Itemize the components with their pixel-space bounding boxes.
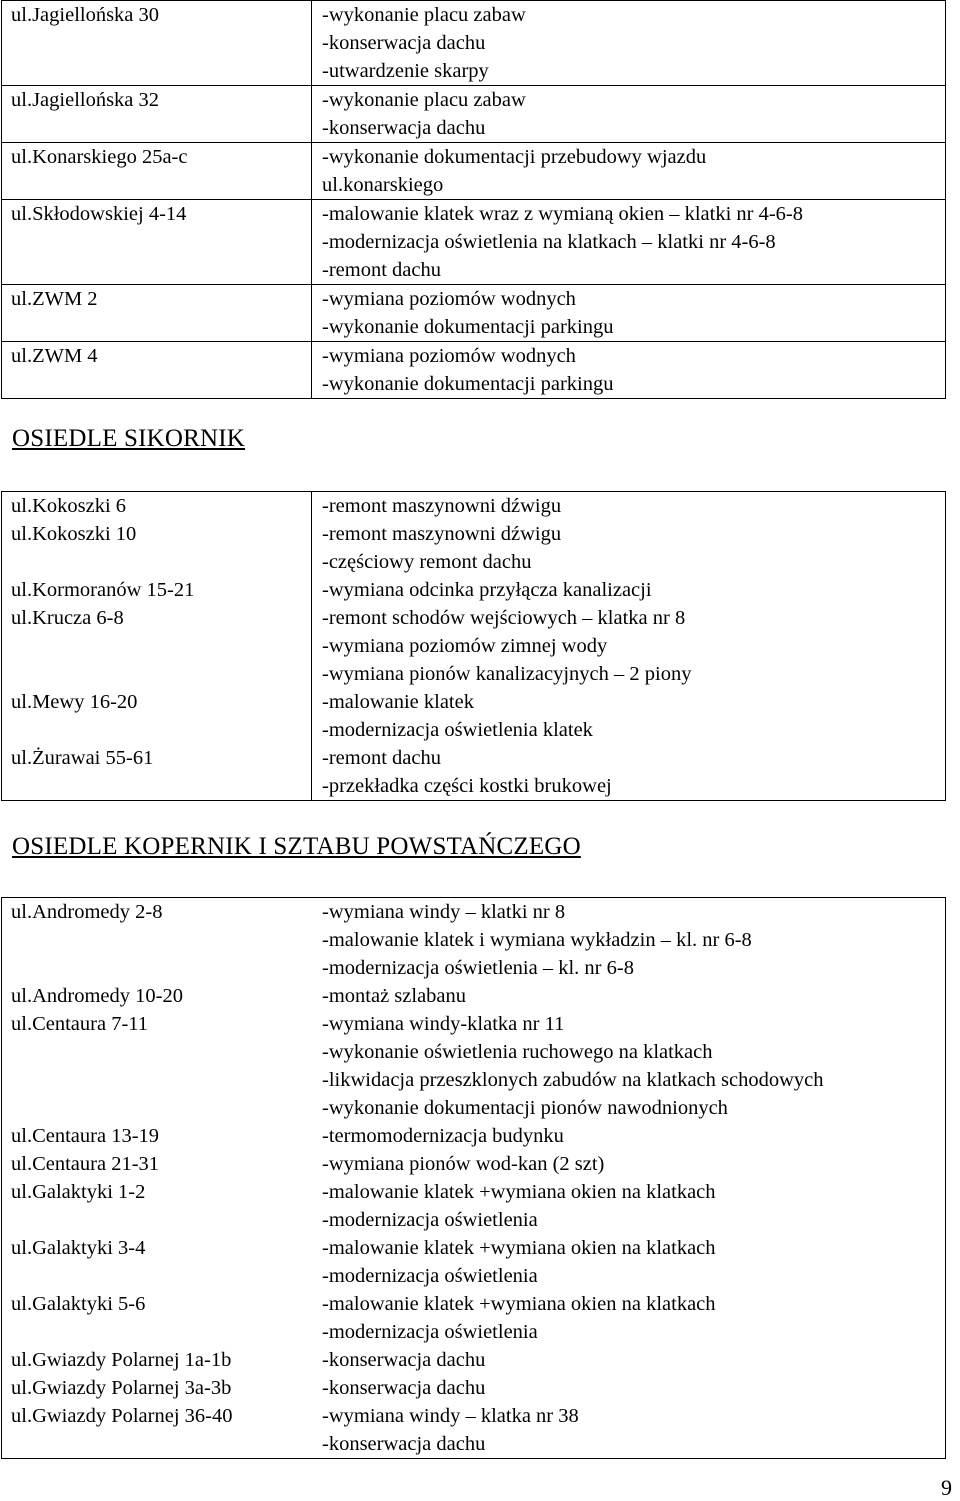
work-item: -modernizacja oświetlenia <box>322 1321 538 1343</box>
table-row <box>2 604 945 688</box>
street-cell <box>2 1346 312 1374</box>
street-name: ul.Gwiazdy Polarnej 3a-3b <box>11 1377 232 1399</box>
table-row <box>2 744 945 800</box>
table-row <box>2 284 945 341</box>
work-item: -wymiana odcinka przyłącza kanalizacji <box>322 579 652 601</box>
street-name: ul.Galaktyki 3-4 <box>11 1237 146 1259</box>
work-item: -remont dachu <box>322 747 441 769</box>
works-cell <box>312 86 945 142</box>
work-item: -wymiana poziomów wodnych <box>322 345 576 367</box>
street-name: ul.Jagiellońska 32 <box>11 89 160 111</box>
table-row <box>2 492 945 520</box>
table-row <box>2 199 945 284</box>
table-row <box>2 898 945 982</box>
street-cell <box>2 1150 312 1178</box>
works-cell <box>312 1150 945 1178</box>
works-cell <box>312 200 945 284</box>
table-row <box>2 142 945 199</box>
street-cell <box>2 492 312 520</box>
works-cell <box>312 1010 945 1122</box>
works-cell <box>312 1178 945 1234</box>
work-item: -modernizacja oświetlenia na klatkach – klatki nr 4-6-8 <box>322 231 776 253</box>
work-item: -wymiana poziomów zimnej wody <box>322 635 608 657</box>
works-cell <box>312 1346 945 1374</box>
work-item: -remont maszynowni dźwigu <box>322 523 562 545</box>
street-name: ul.Centaura 21-31 <box>11 1153 160 1175</box>
heading-sikornik: OSIEDLE SIKORNIK <box>12 425 246 452</box>
table-row <box>2 1234 945 1290</box>
work-item: -malowanie klatek wraz z wymianą okien – klatki nr 4-6-8 <box>322 203 804 225</box>
street-cell <box>2 342 312 398</box>
street-cell <box>2 1290 312 1346</box>
work-item: -remont schodów wejściowych – klatka nr 8 <box>322 607 686 629</box>
table-row <box>2 1374 945 1402</box>
table-row <box>2 688 945 744</box>
work-item: -malowanie klatek i wymiana wykładzin – kl. nr 6-8 <box>322 929 752 951</box>
street-cell <box>2 1402 312 1458</box>
work-item: -konserwacja dachu <box>322 1349 486 1371</box>
work-item: -modernizacja oświetlenia – kl. nr 6-8 <box>322 957 634 979</box>
street-name: ul.Gwiazdy Polarnej 1a-1b <box>11 1349 232 1371</box>
table-row <box>2 1178 945 1234</box>
work-item: -remont maszynowni dźwigu <box>322 495 562 517</box>
work-item: -termomodernizacja budynku <box>322 1125 564 1147</box>
street-name: ul.Gwiazdy Polarnej 36-40 <box>11 1405 233 1427</box>
work-item: -przekładka części kostki brukowej <box>322 775 612 797</box>
works-cell <box>312 744 945 800</box>
street-cell <box>2 898 312 982</box>
street-name: ul.ZWM 4 <box>11 345 98 367</box>
street-name: ul.Jagiellońska 30 <box>11 4 160 26</box>
street-cell <box>2 143 312 199</box>
work-item: -wykonanie dokumentacji pionów nawodnionych <box>322 1097 728 1119</box>
work-item: -konserwacja dachu <box>322 117 486 139</box>
street-cell <box>2 1374 312 1402</box>
street-cell <box>2 86 312 142</box>
street-name: ul.Andromedy 2-8 <box>11 901 163 923</box>
works-cell <box>312 520 945 576</box>
work-item: -malowanie klatek +wymiana okien na klatkach <box>322 1181 716 1203</box>
work-item: -wymiana poziomów wodnych <box>322 288 576 310</box>
street-name: ul.Skłodowskiej 4-14 <box>11 203 187 225</box>
street-name: ul.Galaktyki 1-2 <box>11 1181 146 1203</box>
work-item: -malowanie klatek <box>322 691 474 713</box>
work-item: -wykonanie oświetlenia ruchowego na klatkach <box>322 1041 713 1063</box>
work-item: -wymiana windy – klatka nr 38 <box>322 1405 579 1427</box>
works-cell <box>312 1402 945 1458</box>
works-cell <box>312 1374 945 1402</box>
street-name: ul.Kormoranów 15-21 <box>11 579 195 601</box>
work-item: -wymiana windy – klatki nr 8 <box>322 901 566 923</box>
table-row <box>2 1010 945 1122</box>
work-item: -modernizacja oświetlenia <box>322 1209 538 1231</box>
street-name: ul.Centaura 7-11 <box>11 1013 149 1035</box>
street-cell <box>2 982 312 1010</box>
table-sikornik <box>1 491 946 801</box>
street-cell <box>2 1010 312 1122</box>
work-item: -konserwacja dachu <box>322 1377 486 1399</box>
works-cell <box>312 982 945 1010</box>
work-item: -remont dachu <box>322 259 441 281</box>
street-name: ul.Galaktyki 5-6 <box>11 1293 146 1315</box>
work-item: -konserwacja dachu <box>322 1433 486 1455</box>
work-item: -wykonanie dokumentacji parkingu <box>322 373 614 395</box>
street-name: ul.Mewy 16-20 <box>11 691 138 713</box>
works-cell <box>312 285 945 341</box>
work-item: -wykonanie dokumentacji parkingu <box>322 316 614 338</box>
works-cell <box>312 492 945 520</box>
work-item: -malowanie klatek +wymiana okien na klatkach <box>322 1293 716 1315</box>
works-cell <box>312 1234 945 1290</box>
works-cell <box>312 1122 945 1150</box>
work-item: -wymiana pionów kanalizacyjnych – 2 piony <box>322 663 692 685</box>
street-name: ul.Konarskiego 25a-c <box>11 146 188 168</box>
work-item: -montaż szlabanu <box>322 985 467 1007</box>
page-number: 9 <box>941 1475 952 1500</box>
works-cell <box>312 604 945 688</box>
table-row <box>2 1290 945 1346</box>
works-cell <box>312 576 945 604</box>
street-name: ul.Centaura 13-19 <box>11 1125 160 1147</box>
table-row <box>2 576 945 604</box>
street-cell <box>2 604 312 688</box>
street-cell <box>2 1 312 85</box>
work-item: -konserwacja dachu <box>322 32 486 54</box>
table-row <box>2 341 945 398</box>
street-name: ul.Kokoszki 10 <box>11 523 137 545</box>
work-item: -wykonanie placu zabaw <box>322 89 526 111</box>
street-name: ul.Kokoszki 6 <box>11 495 127 517</box>
street-cell <box>2 200 312 284</box>
work-item: ul.konarskiego <box>322 174 444 196</box>
table-row <box>2 520 945 576</box>
table-row <box>2 1 945 85</box>
street-cell <box>2 1122 312 1150</box>
works-cell <box>312 898 945 982</box>
street-cell <box>2 285 312 341</box>
table-kopernik <box>1 897 946 1459</box>
street-name: ul.ZWM 2 <box>11 288 98 310</box>
work-item: -modernizacja oświetlenia <box>322 1265 538 1287</box>
work-item: -utwardzenie skarpy <box>322 60 489 82</box>
work-item: -wymiana windy-klatka nr 11 <box>322 1013 565 1035</box>
street-cell <box>2 688 312 744</box>
street-cell <box>2 1234 312 1290</box>
street-cell <box>2 1178 312 1234</box>
street-cell <box>2 744 312 800</box>
work-item: -likwidacja przeszklonych zabudów na klatkach schodowych <box>322 1069 824 1091</box>
works-cell <box>312 688 945 744</box>
work-item: -wymiana pionów wod-kan (2 szt) <box>322 1153 605 1175</box>
table-row <box>2 1402 945 1458</box>
work-item: -częściowy remont dachu <box>322 551 532 573</box>
heading-kopernik: OSIEDLE KOPERNIK I SZTABU POWSTAŃCZEGO <box>12 833 581 860</box>
street-name: ul.Żurawai 55-61 <box>11 747 154 769</box>
work-item: -malowanie klatek +wymiana okien na klatkach <box>322 1237 716 1259</box>
street-name: ul.Andromedy 10-20 <box>11 985 183 1007</box>
work-item: -modernizacja oświetlenia klatek <box>322 719 593 741</box>
street-cell <box>2 520 312 576</box>
works-cell <box>312 342 945 398</box>
table-row <box>2 982 945 1010</box>
street-name: ul.Krucza 6-8 <box>11 607 124 629</box>
work-item: -wykonanie placu zabaw <box>322 4 526 26</box>
table-row <box>2 1122 945 1150</box>
table-row <box>2 1150 945 1178</box>
table-row <box>2 85 945 142</box>
work-item: -wykonanie dokumentacji przebudowy wjazdu <box>322 146 707 168</box>
table-row <box>2 1346 945 1374</box>
works-cell <box>312 143 945 199</box>
street-cell <box>2 576 312 604</box>
works-cell <box>312 1 945 85</box>
works-cell <box>312 1290 945 1346</box>
table-osiedle-1 <box>1 0 946 399</box>
